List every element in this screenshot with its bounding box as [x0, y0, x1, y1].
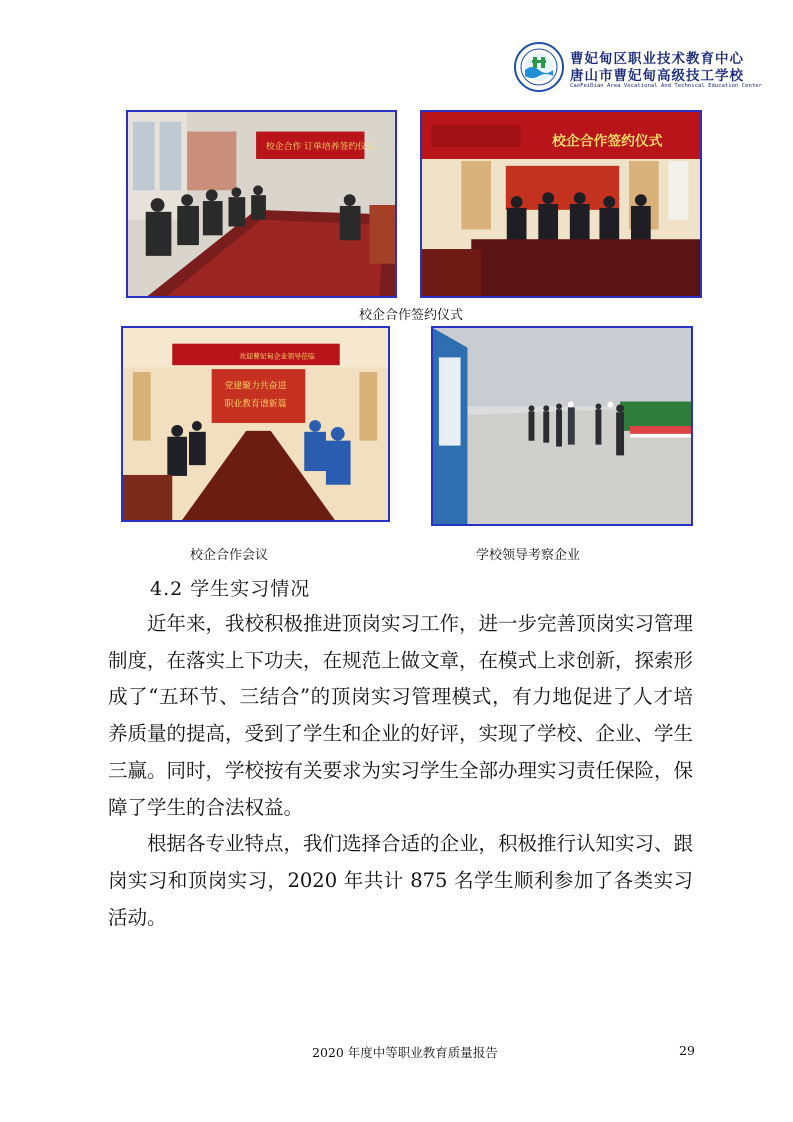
footer-report-title: 2020 年度中等职业教育质量报告 [312, 1045, 498, 1060]
header-org-name-cn-2: 唐山市曹妃甸高级技工学校 [570, 68, 744, 84]
school-logo [514, 42, 564, 92]
caption-signing: 校企合作签约仪式 [359, 308, 464, 323]
photo-enterprise-meeting [121, 326, 390, 522]
section-body [108, 606, 693, 936]
photo-signing-meeting [126, 110, 397, 298]
signing-room-banner-text: 校企合作 订单培养签约仪式 [265, 142, 376, 153]
caption-meeting: 校企合作会议 [190, 548, 269, 563]
photo-enterprise-inspection [431, 326, 693, 526]
body-paragraph: 根据各专业特点，我们选择合适的企业，积极推行认知实习、跟岗实习和顶岗实习，2020 年共计 875 名学生顺利参加了各类实习活动。 [108, 832, 694, 929]
signing-ceremony-banner-text: 校企合作签约仪式 [552, 133, 663, 150]
section-title: 4.2 学生实习情况 [150, 578, 311, 600]
caption-inspection: 学校领导考察企业 [476, 548, 581, 563]
meeting-wall-slogan-2: 职业教育谱新篇 [224, 399, 287, 410]
photo-signing-ceremony [420, 110, 702, 298]
body-paragraph: 近年来，我校积极推进顶岗实习工作，进一步完善顶岗实习管理制度，在落实上下功夫，在规范上做文章，在模式上求创新，探索形成了“五环节、三结合”的顶岗实习管理模式，有力地促进了人才培养质量的提高，受到了学生和企业的好评，实现了学校、企业、学生三赢。同时，学校按有关要求为实习学生全部办理实习责任保险，保障了学生的合法权益。 [108, 612, 694, 819]
header-org-name-en: CaoFeiDian Area Vocational And Technical Education Center [570, 83, 762, 89]
meeting-room-banner-text: 欢迎曹妃甸企业领导莅临 [239, 352, 315, 361]
page-number: 29 [679, 1043, 695, 1058]
meeting-wall-slogan-1: 党建聚力共奋进 [224, 381, 287, 392]
header-org-name-cn-1: 曹妃甸区职业技术教育中心 [570, 51, 744, 67]
